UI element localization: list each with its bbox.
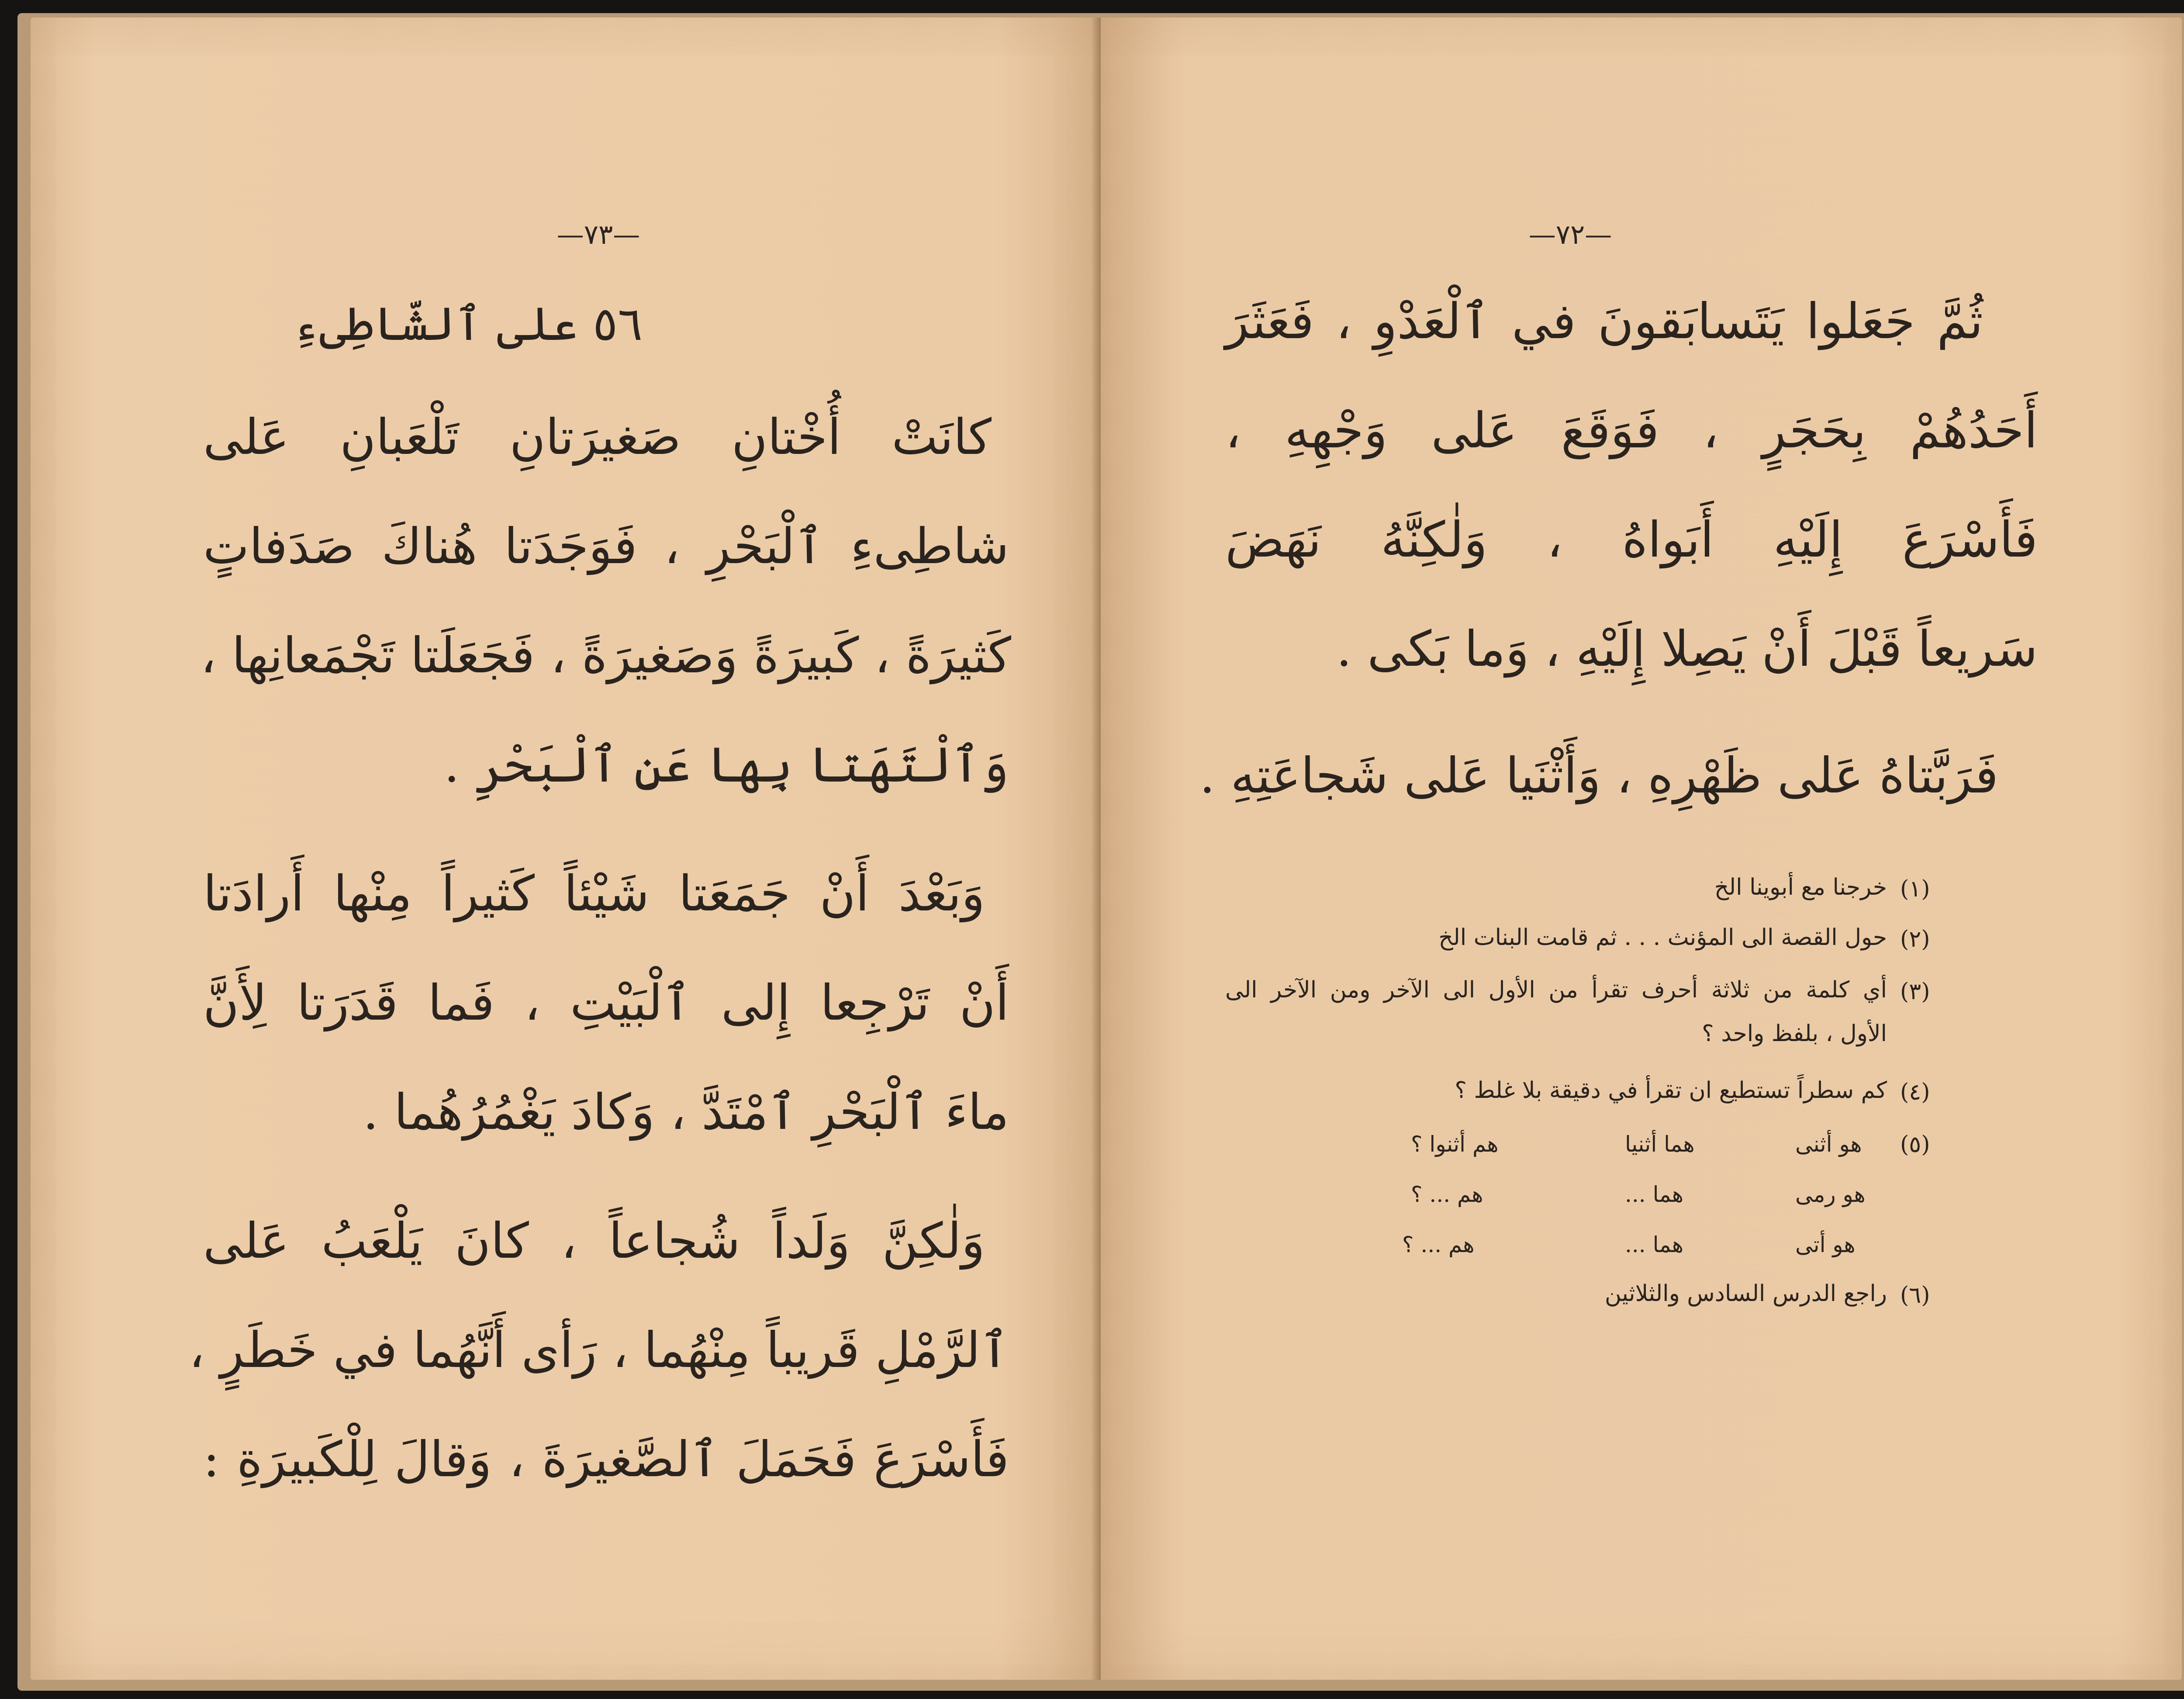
text-line: فَأَسْرَعَ فَحَمَلَ ٱلصَّغيرَةَ ، وَقالَ لِلْكَبيرَةِ : [203,1431,1009,1488]
conjugation-cell: هما أثنيا [1625,1132,1695,1157]
text-line: أَحَدُهُمْ بِحَجَرٍ ، فَوَقَعَ عَلى وَجْهِهِ ، [1225,402,2038,459]
page-number: —٧٢— [1528,218,1612,250]
text-line: كانَتْ أُخْتانِ صَغيرَتانِ تَلْعَبانِ عَلى [203,409,992,466]
exercise-text: أي كلمة من ثلاثة أحرف تقرأ من الأول الى الآخر ومن الآخر الى [1225,977,1887,1003]
exercise-text: كم سطراً تستطيع ان تقرأ في دقيقة بلا غلط ؟ [1455,1077,1887,1104]
exercise-text: راجع الدرس السادس والثلاثين [1604,1280,1887,1307]
text-line: ٱلرَّمْلِ قَريباً مِنْهُما ، رَأى أَنَّهُما في خَطَرٍ ، [189,1322,1009,1379]
conjugation-cell: هو رمى [1795,1182,1866,1207]
text-line: وَٱلْتَهَتا بِها عَنِ ٱلْبَحْرِ . [444,737,1009,793]
exercise-number: (٣) [1900,979,1930,1005]
text-line: فَرَبَّتاهُ عَلى ظَهْرِهِ ، وَأَثْنَيا عَلى شَجاعَتِهِ . [1199,747,1998,804]
exercise-number: (٥) [1900,1132,1930,1158]
exercise-number: (٦) [1900,1282,1930,1308]
conjugation-cell: هم ... ؟ [1402,1232,1475,1257]
text-line: شاطِىءِ ٱلْبَحْرِ ، فَوَجَدَتا هُناكَ صَدَفاتٍ [203,518,1009,575]
exercise-text: حول القصة الى المؤنث . . . ثم قامت البنات الخ [1438,924,1887,951]
text-line: كَثيرَةً ، كَبيرَةً وَصَغيرَةً ، فَجَعَلَتا تَجْمَعانِها ، [200,627,1011,684]
text-line: ثُمَّ جَعَلوا يَتَسابَقونَ في ٱلْعَدْوِ ، فَعَثَرَ [1225,293,1983,350]
exercise-text: خرجنا مع أبوينا الخ [1714,874,1887,900]
text-line: سَريعاً قَبْلَ أَنْ يَصِلا إِلَيْهِ ، وَما بَكى . [1336,621,2038,678]
right-page [1101,17,2182,1680]
left-page [31,17,1103,1680]
exercise-number: (١) [1900,876,1930,902]
conjugation-cell: هم ... ؟ [1411,1182,1483,1207]
conjugation-cell: هما ... [1625,1232,1684,1257]
conjugation-cell: هم أثنوا ؟ [1411,1132,1499,1157]
text-line: فَأَسْرَعَ إِلَيْهِ أَبَواهُ ، وَلٰكِنَّهُ نَهَضَ [1225,512,2038,568]
exercise-text-continued: الأول ، بلفظ واحد ؟ [1702,1021,1887,1047]
text-line: ماءَ ٱلْبَحْرِ ٱمْتَدَّ ، وَكادَ يَغْمُرُهُما . [363,1084,1009,1141]
conjugation-cell: هو أتى [1795,1232,1856,1257]
text-line: أَنْ تَرْجِعا إِلى ٱلْبَيْتِ ، فَما قَدَرَتا لِأَنَّ [203,975,1009,1031]
conjugation-cell: هو أثنى [1795,1132,1862,1157]
text-line: وَلٰكِنَّ وَلَداً شُجاعاً ، كانَ يَلْعَبُ عَلى [203,1213,985,1270]
text-line: وَبَعْدَ أَنْ جَمَعَتا شَيْئاً كَثيراً مِنْها أَرادَتا [203,865,985,922]
page-number: —٧٣— [556,218,640,250]
exercise-number: (٢) [1900,926,1930,952]
lesson-title: ٥٦ على ٱلشّاطِىءِ [292,297,643,351]
exercise-number: (٤) [1900,1079,1930,1105]
conjugation-cell: هما ... [1625,1182,1684,1207]
